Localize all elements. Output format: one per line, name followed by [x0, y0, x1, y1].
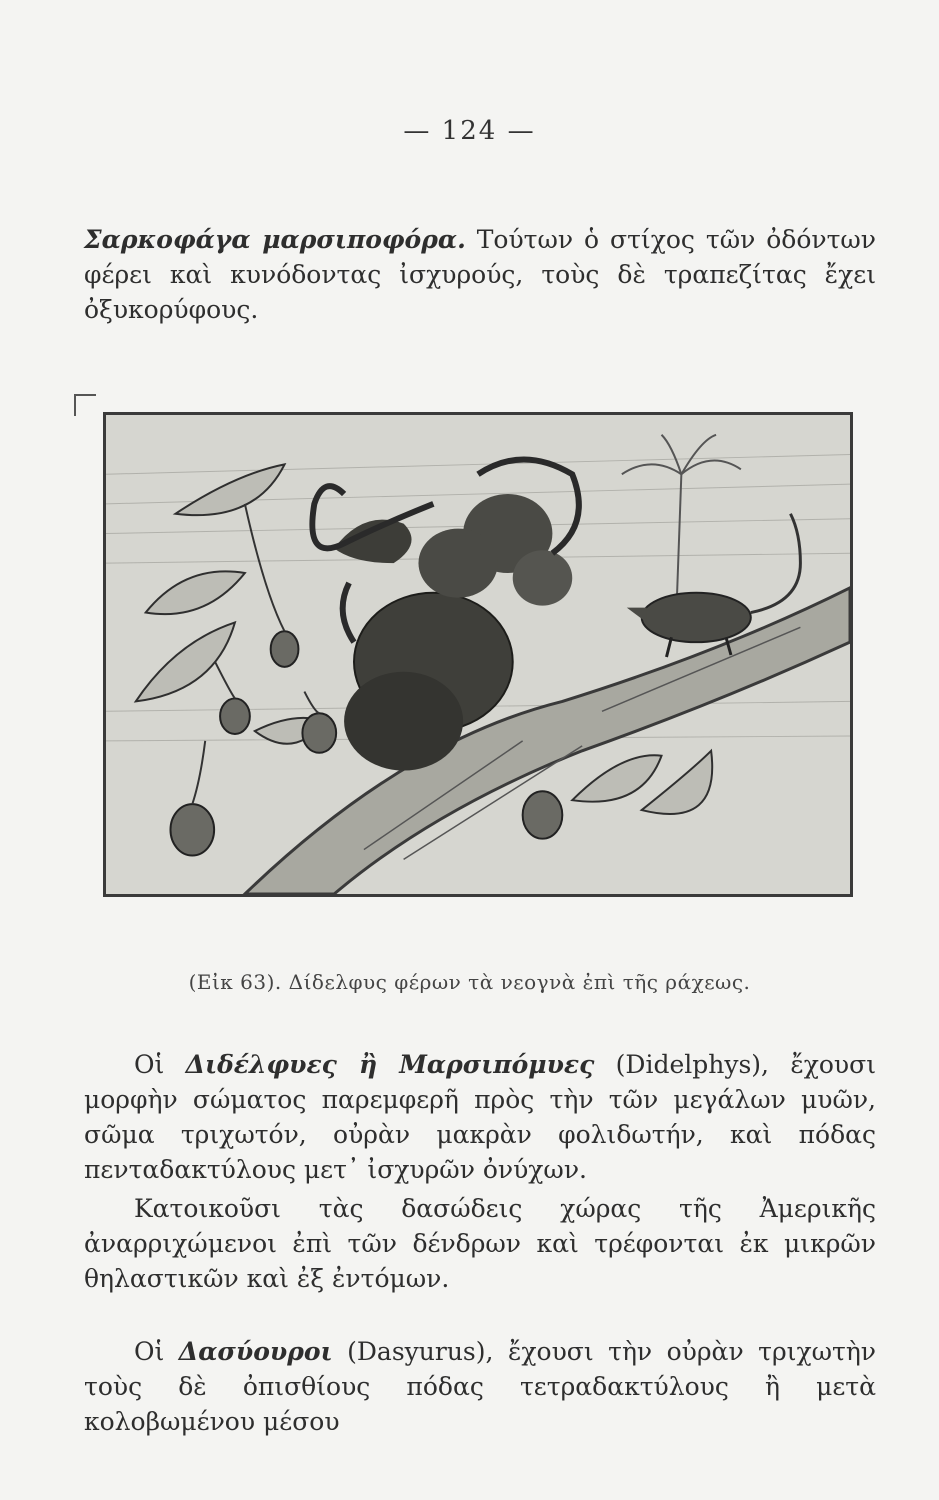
paragraph-prefix: Οἱ — [134, 1050, 186, 1079]
paragraph-dasyurus — [84, 1334, 876, 1439]
paragraph-didelphys — [84, 1047, 876, 1187]
page-number: — 124 — — [403, 116, 536, 146]
paragraph-habitat — [84, 1191, 876, 1296]
paragraph-text: Κατοικοῦσι τὰς δασώδεις χώρας τῆς Ἀμερικῆς ἀναρριχώμενοι ἐπὶ τῶν δένδρων καὶ τρέφονται ἐκ μικρῶν θηλαστικῶν καὶ ἐξ ἐντόμων. — [84, 1194, 876, 1293]
opossum-illustration — [103, 412, 853, 897]
section-heading: Σαρκοφάγα μαρσιποφόρα. — [84, 225, 466, 254]
paragraph-text: (Dasyurus), ἔχουσι τὴν οὐρὰν τριχωτὴν τοὺς δὲ ὀπισθίους πόδας τετραδακτύλους ἢ μετὰ κολοβωμένου μέσου — [84, 1337, 876, 1436]
paragraph-prefix: Οἱ — [134, 1337, 179, 1366]
genus-name: Δασύουροι — [178, 1337, 333, 1366]
genus-name: Διδέλφυες ἢ Μαρσιπόμυες — [185, 1050, 595, 1079]
engraving-image — [106, 415, 850, 894]
paragraph-text: (Didelphys), ἔχουσι μορφὴν σώματος παρεμφερῆ πρὸς τὴν τῶν μεγάλων μυῶν, σῶμα τριχωτόν, οὐρὰν μακρὰν φολιδωτήν, καὶ πόδας πενταδακτύλους μετ᾽ ἰσχυρῶν ὀνύχων. — [84, 1050, 877, 1184]
corner-mark — [74, 394, 96, 416]
paragraph-text: Τούτων ὁ στίχος τῶν ὀδόντων φέρει καὶ κυνόδοντας ἰσχυρούς, τοὺς δὲ τραπεζίτας ἔχει ὀξυκορύφους. — [84, 225, 876, 324]
paragraph-marsupial-carnivores — [84, 222, 876, 327]
figure-caption: (Εἰκ 63). Δίδελφυς φέρων τὰ νεογνὰ ἐπὶ τῆς ράχεως. — [188, 970, 751, 994]
